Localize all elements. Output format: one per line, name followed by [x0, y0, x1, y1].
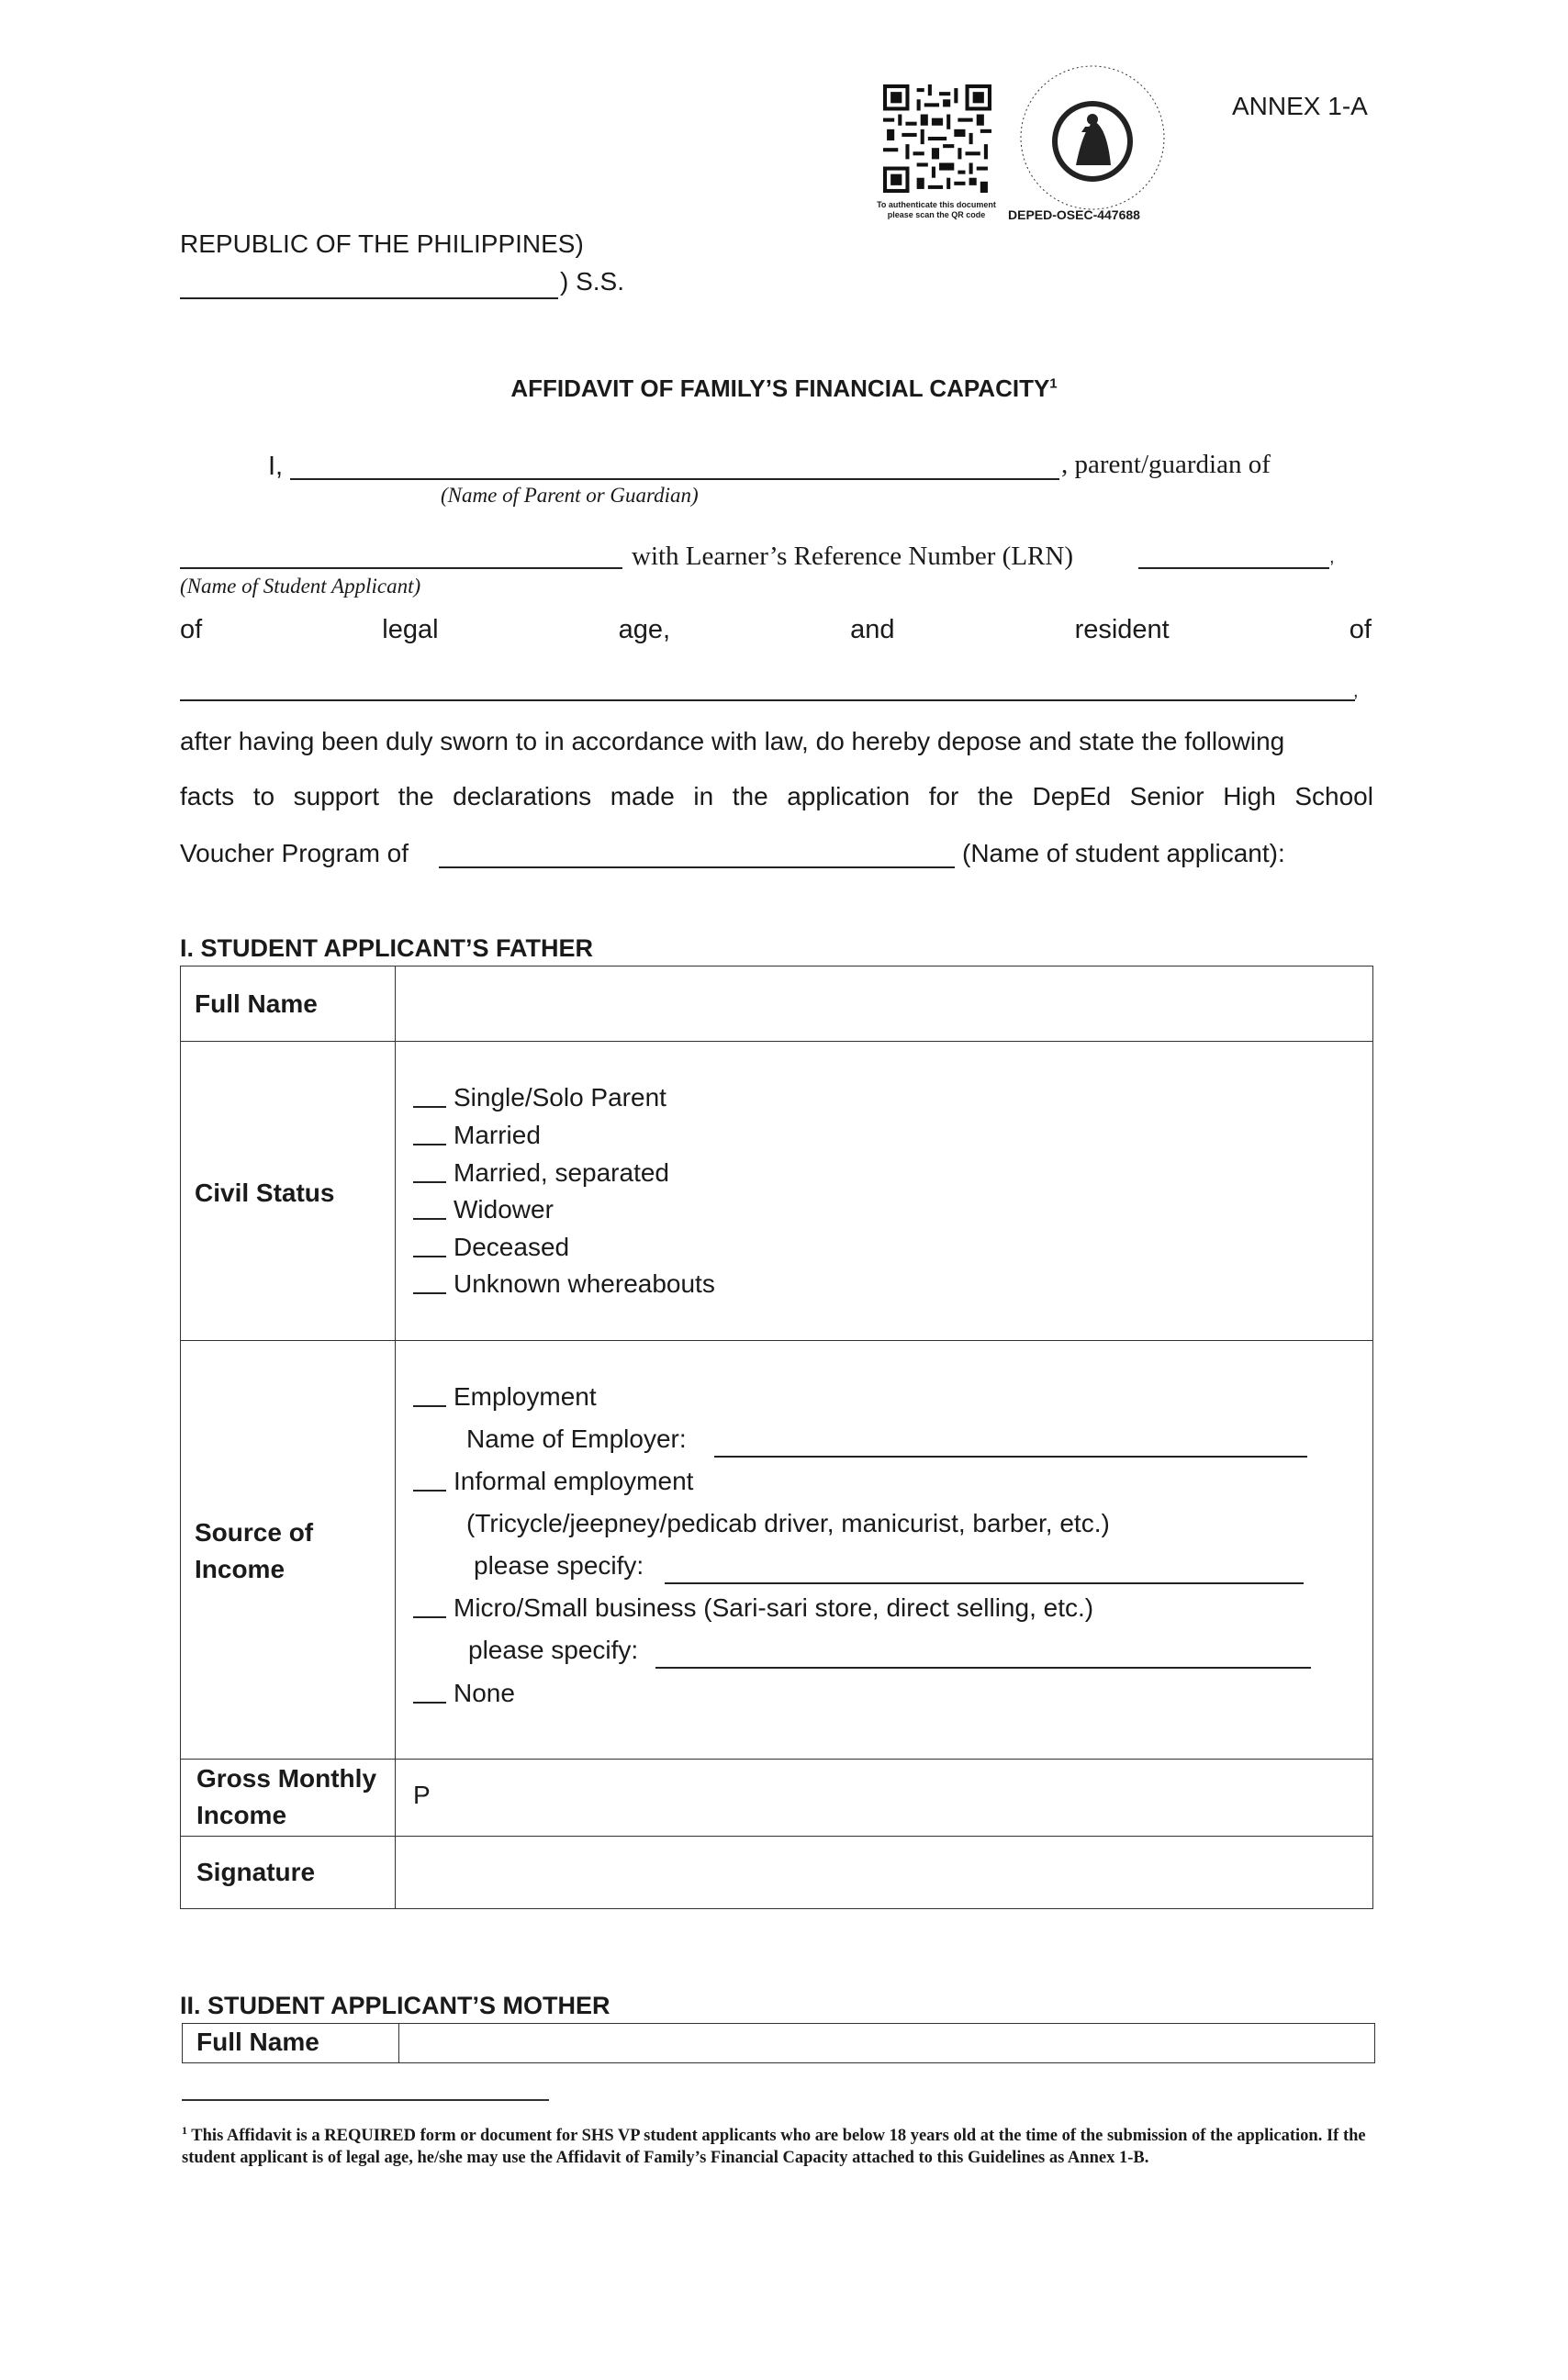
lrn-blank[interactable] — [1138, 567, 1329, 569]
qr-caption-line1: To authenticate this document — [877, 200, 996, 209]
none-label: None — [454, 1679, 515, 1707]
source-income-label-2: Income — [195, 1555, 286, 1583]
mother-section-title: II. STUDENT APPLICANT’S MOTHER — [180, 1992, 610, 2019]
signature-label: Signature — [196, 1858, 316, 1886]
seal-code: DEPED-OSEC-447688 — [1008, 207, 1140, 222]
specify-label-2: please specify: — [468, 1636, 639, 1664]
para-word: to — [252, 782, 275, 810]
civil-option-label: Married, separated — [454, 1158, 670, 1187]
student-caption: (Name of Student Applicant) — [180, 575, 421, 598]
employment-label: Employment — [454, 1382, 597, 1411]
mother-fullname-label: Full Name — [196, 2028, 319, 2056]
para-word: School — [1294, 782, 1373, 810]
mother-fullname-field[interactable] — [400, 2025, 1373, 2062]
gross-income-label-2: Income — [196, 1801, 287, 1829]
para-word: DepEd — [1032, 782, 1112, 810]
republic-heading: REPUBLIC OF THE PHILIPPINES) — [180, 229, 584, 258]
table-divider — [398, 2023, 399, 2063]
title-footnote-mark: 1 — [1049, 375, 1058, 392]
row-word: resident — [1074, 615, 1170, 644]
para-word: the — [977, 782, 1014, 810]
row-word: of — [180, 615, 203, 644]
father-section-title: I. STUDENT APPLICANT’S FATHER — [180, 934, 594, 962]
para-word: application — [787, 782, 911, 810]
row-word: age, — [618, 615, 671, 644]
employer-blank[interactable] — [714, 1456, 1307, 1458]
voucher-student-blank[interactable] — [439, 866, 955, 868]
student-name-blank[interactable] — [180, 567, 622, 569]
civil-option-label: Deceased — [454, 1233, 570, 1261]
informal-label: Informal employment — [454, 1467, 694, 1495]
venue-blank[interactable] — [180, 297, 558, 299]
civil-option-label: Unknown whereabouts — [454, 1269, 715, 1298]
para-word: Senior — [1129, 782, 1204, 810]
micro-business-label: Micro/Small business (Sari-sari store, direct selling, etc.) — [454, 1593, 1094, 1622]
para-word: facts — [180, 782, 235, 810]
para-word: the — [398, 782, 434, 810]
lrn-comma: , — [1329, 547, 1335, 567]
footnote-separator — [182, 2099, 549, 2101]
gross-income-field[interactable] — [397, 1760, 1372, 1836]
qr-code — [883, 84, 991, 193]
footnote — [182, 2119, 1381, 2169]
employer-label: Name of Employer: — [466, 1425, 687, 1453]
father-fullname-field[interactable] — [397, 967, 1372, 1041]
para-word: High — [1223, 782, 1276, 810]
informal-specify-blank[interactable] — [665, 1582, 1304, 1584]
paragraph-line-1: after having been duly sworn to in accordance with law, do hereby depose and state the following — [180, 727, 1285, 755]
signature-field[interactable] — [397, 1838, 1372, 1907]
civil-option[interactable] — [413, 1121, 541, 1150]
source-income-label-1: Source of — [195, 1518, 314, 1547]
parent-name-blank[interactable] — [290, 478, 1059, 480]
footnote-text: This Affidavit is a REQUIRED form or document for SHS VP student applicants who are below 18 years old at the time of the submission of the application. If the student applicant is of legal age, he/she may use the Affidavit of Family’s Financial Capacity attached to this Guidelines as Annex 1-B. — [182, 2127, 1366, 2168]
row-word: of — [1349, 615, 1372, 644]
civil-option[interactable] — [413, 1269, 715, 1299]
father-fullname-label: Full Name — [195, 989, 318, 1018]
micro-business-option[interactable] — [413, 1593, 1093, 1623]
paragraph-line-3a: Voucher Program of — [180, 839, 409, 867]
para-word: declarations — [453, 782, 592, 810]
civil-option[interactable] — [413, 1158, 669, 1188]
qr-caption-line2: please scan the QR code — [887, 210, 986, 219]
i-label: I, — [268, 452, 284, 481]
para-word: support — [293, 782, 380, 810]
residence-blank[interactable] — [180, 699, 1355, 701]
table-rule — [180, 1836, 1373, 1837]
parent-caption: (Name of Parent or Guardian) — [441, 484, 699, 507]
specify-label-1: please specify: — [474, 1551, 644, 1580]
para-word: made — [610, 782, 675, 810]
parent-guardian-suffix: , parent/guardian of — [1061, 450, 1271, 479]
table-rule — [180, 1340, 1373, 1341]
paragraph-line-3b: (Name of student applicant): — [962, 839, 1285, 867]
none-option[interactable] — [413, 1679, 515, 1708]
employment-option[interactable] — [413, 1382, 597, 1412]
para-word: for — [928, 782, 959, 810]
civil-option[interactable] — [413, 1195, 554, 1224]
legal-age-row — [180, 615, 1372, 645]
civil-option[interactable] — [413, 1233, 569, 1262]
civil-option[interactable] — [413, 1083, 666, 1112]
micro-specify-blank[interactable] — [655, 1667, 1311, 1669]
lrn-text: with Learner’s Reference Number (LRN) — [632, 542, 1073, 571]
civil-option-label: Single/Solo Parent — [454, 1083, 666, 1112]
civil-option-label: Married — [454, 1121, 541, 1149]
paragraph-line-2 — [180, 782, 1373, 811]
ss-label: ) S.S. — [560, 267, 625, 296]
informal-option[interactable] — [413, 1467, 693, 1496]
footnote-mark: 1 — [182, 2124, 187, 2137]
table-divider — [395, 966, 396, 1909]
residence-comma: , — [1353, 681, 1359, 701]
para-word: in — [693, 782, 714, 810]
table-rule — [180, 1041, 1373, 1042]
civil-status-label: Civil Status — [195, 1179, 335, 1207]
gross-income-label-1: Gross Monthly — [196, 1764, 377, 1793]
para-word: the — [732, 782, 768, 810]
row-word: and — [850, 615, 895, 644]
table-rule — [180, 1759, 1373, 1760]
civil-option-label: Widower — [454, 1195, 554, 1224]
row-word: legal — [382, 615, 439, 644]
deped-seal-icon — [1019, 64, 1166, 211]
title-text: AFFIDAVIT OF FAMILY’S FINANCIAL CAPACITY — [510, 374, 1050, 402]
document-title — [0, 374, 1568, 403]
annex-label: ANNEX 1-A — [1232, 92, 1368, 120]
peso-sign: P — [413, 1781, 431, 1809]
informal-description: (Tricycle/jeepney/pedicab driver, manicurist, barber, etc.) — [466, 1509, 1110, 1537]
